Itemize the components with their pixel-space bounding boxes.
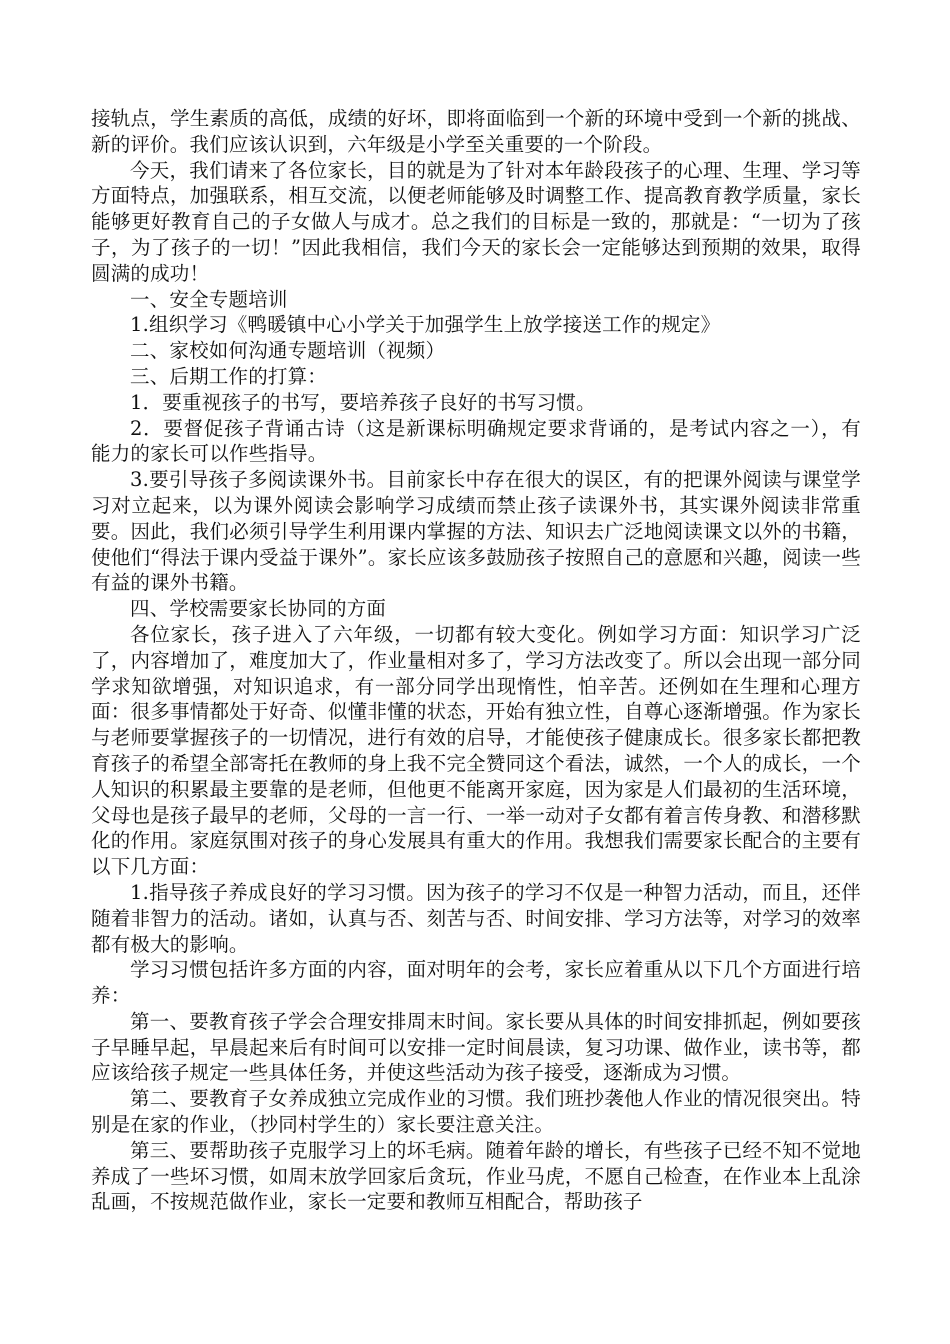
paragraph: 学习习惯包括许多方面的内容，面对明年的会考，家长应着重从以下几个方面进行培养： — [91, 958, 861, 1008]
list-item: 1.指导孩子养成良好的学习习惯。因为孩子的学习不仅是一种智力活动，而且，还伴随着非智力的活动。诸如，认真与否、刻苦与否、时间安排、学习方法等，对学习的效率都有极大的影响。 — [91, 880, 861, 956]
paragraph: 接轨点，学生素质的高低，成绩的好坏，即将面临到一个新的环境中受到一个新的挑战、新的评价。我们应该认识到，六年级是小学至关重要的一个阶段。 — [91, 107, 861, 156]
list-item: 3.要引导孩子多阅读课外书。目前家长中存在很大的误区，有的把课外阅读与课堂学习对立起来，以为课外阅读会影响学习成绩而禁止孩子读课外书，其实课外阅读非常重要。因此，我们必须引导学生利用课内掌握的方法、知识去广泛地阅读课文以外的书籍，使他们“得法于课内受益于课外”。家长应该多鼓励孩子按照自己的意愿和兴趣，阅读一些有益的课外书籍。 — [91, 468, 861, 595]
document-page — [91, 106, 861, 1215]
paragraph: 第三、要帮助孩子克服学习上的坏毛病。随着年龄的增长，有些孩子已经不知不觉地养成了一些坏习惯，如周末放学回家后贪玩，作业马虎，不愿自己检查，在作业本上乱涂乱画，不按规范做作业，家长一定要和教师互相配合，帮助孩子 — [91, 1138, 861, 1214]
paragraph: 第二、要教育子女养成独立完成作业的习惯。我们班抄袭他人作业的情况很突出。特别是在家的作业，（抄同村学生的）家长要注意关注。 — [91, 1087, 861, 1137]
paragraph: 各位家长，孩子进入了六年级，一切都有较大变化。例如学习方面：知识学习广泛了，内容增加了，难度加大了，作业量相对多了，学习方法改变了。所以会出现一部分同学求知欲增强，对知识追求，有一部分同学出现惰性，怕辛苦。还例如在生理和心理方面：很多事情都处于好奇、似懂非懂的状态，开始有独立性，自尊心逐渐增强。作为家长与老师要掌握孩子的一切情况，进行有效的启导，才能使孩子健康成长。很多家长都把教育孩子的希望全部寄托在教师的身上我不完全赞同这个看法，诚然，一个人的成长，一个人知识的积累最主要靠的是老师，但他更不能离开家庭，因为家是人们最初的生活环境，父母也是孩子最早的老师，父母的一言一行、一举一动对子女都有着言传身教、和潜移默化的作用。家庭氛围对孩子的身心发展具有重大的作用。我想我们需要家长配合的主要有以下几方面： — [91, 622, 861, 879]
paragraph: 第一、要教育孩子学会合理安排周末时间。家长要从具体的时间安排抓起，例如要孩子早睡早起，早晨起来后有时间可以安排一定时间晨读，复习功课、做作业，读书等，都应该给孩子规定一些具体任务，并使这些活动为孩子接受，逐渐成为习惯。 — [91, 1009, 861, 1085]
list-item: 1．要重视孩子的书写，要培养孩子良好的书写习惯。 — [130, 390, 596, 414]
paragraph: 今天，我们请来了各位家长，目的就是为了针对本年龄段孩子的心理、生理、学习等方面特点，加强联系，相互交流，以便老师能够及时调整工作、提高教育教学质量，家长能够更好教育自己的子女做人与成才。总之我们的目标是一致的，那就是：“一切为了孩子，为了孩子的一切！”因此我相信，我们今天的家长会一定能够达到预期的效果，取得圆满的成功！ — [91, 158, 861, 285]
list-item: 2．要督促孩子背诵古诗（这是新课标明确规定要求背诵的，是考试内容之一），有能力的家长可以作些指导。 — [91, 416, 861, 466]
section-heading-communication: 二、家校如何沟通专题培训（视频） — [130, 339, 446, 363]
section-heading-plans: 三、后期工作的打算： — [130, 364, 328, 388]
section-heading-safety: 一、安全专题培训 — [130, 287, 288, 311]
section-heading-cooperation: 四、学校需要家长协同的方面 — [130, 597, 387, 621]
list-item: 1.组织学习《鸭暖镇中心小学关于加强学生上放学接送工作的规定》 — [130, 313, 721, 337]
